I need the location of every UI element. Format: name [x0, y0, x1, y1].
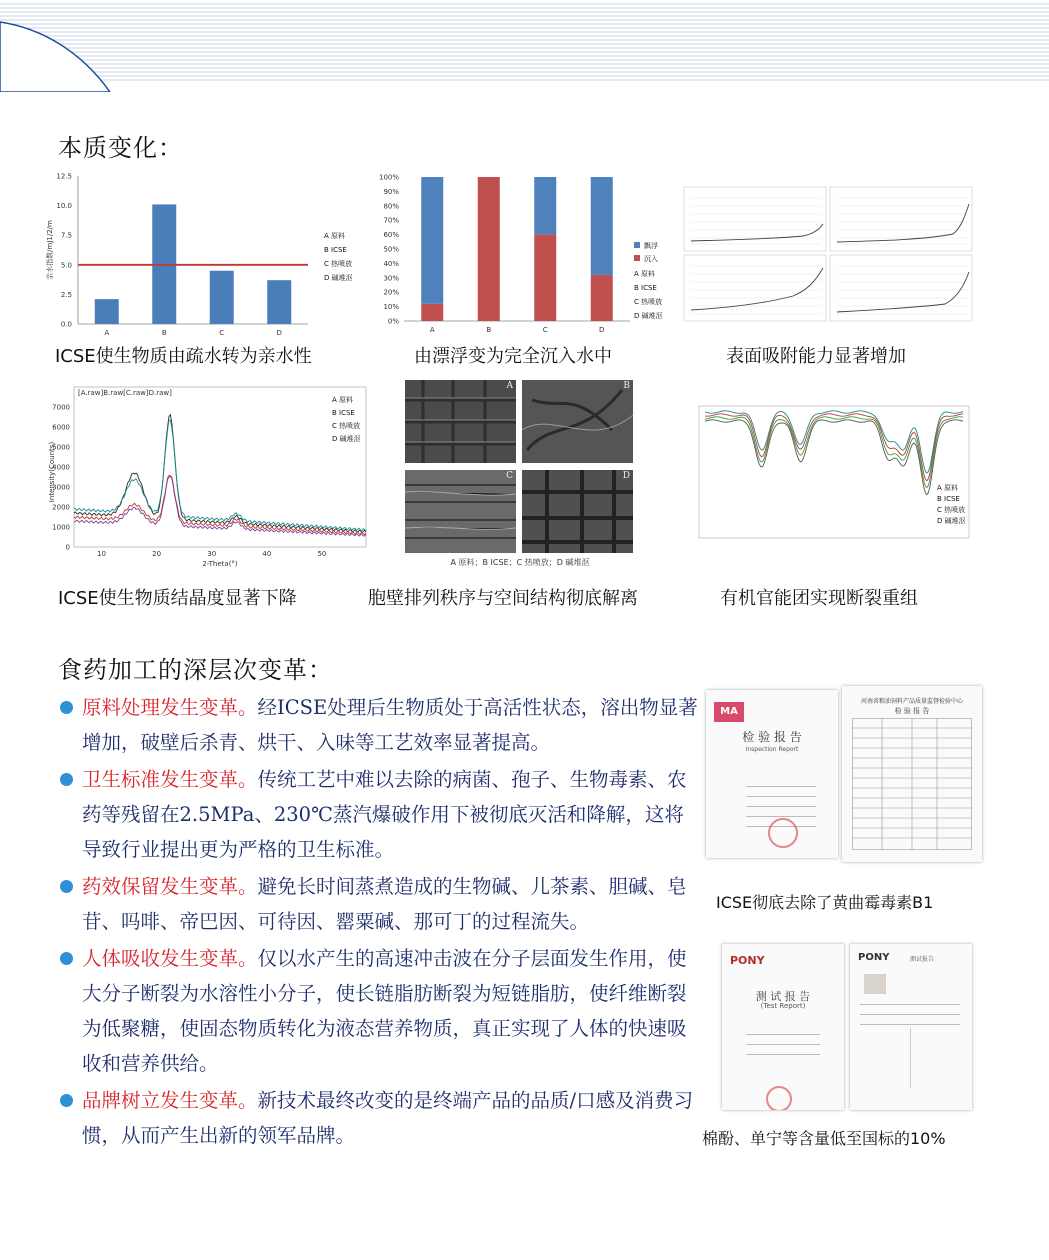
bullet-head: 卫生标准发生变革。: [82, 768, 258, 791]
sem-label-c: C: [506, 471, 513, 481]
legend-note: D 碱堆沤: [634, 312, 663, 320]
sem-label-a: A: [506, 381, 513, 391]
bar-segment: [591, 177, 613, 275]
report1-right-title: 检 验 报 告: [894, 707, 930, 715]
bullet-body: 传统工艺中难以去除的病菌、孢子、生物毒素、农药等残留在2.5MPa、230℃蒸汽爆破作用下被彻底灭活和降解，这将导致行业提出更为严格的卫生标准。: [82, 768, 687, 861]
y-tick-label: 60%: [383, 231, 399, 240]
bullet-item: [58, 941, 698, 1081]
bullet-dot-icon: [60, 952, 73, 965]
xrd-series-B: [74, 475, 366, 534]
y-tick-label: 50%: [383, 245, 399, 254]
chart-header: [A.raw]B.raw[C.raw]D.raw]: [78, 389, 172, 397]
y-tick-label: 3000: [52, 483, 70, 492]
inspection-report-table: [842, 686, 982, 862]
x-tick-label: C: [219, 329, 225, 337]
bullet-body: 经ICSE处理后生物质处于高活性状态，溶出物显著增加，破壁后杀青、烘干、入味等工艺效率显著提高。: [82, 696, 698, 754]
bullet-dot-icon: [60, 701, 73, 714]
legend-entry: A 原料: [324, 232, 346, 240]
bullet-body: 避免长时间蒸煮造成的生物碱、儿茶素、胆碱、皂苷、吗啡、帝巴因、可待因、罂粟碱、那可丁的过程流失。: [82, 875, 687, 933]
bullet-item: [58, 1083, 698, 1153]
legend-entry: C 热喷放: [324, 260, 353, 268]
bar-segment: [478, 177, 500, 321]
y-tick-label: 10%: [383, 303, 399, 312]
sem-label-b: B: [623, 381, 630, 391]
x-tick-label: B: [486, 326, 492, 334]
sem-panel-a: [405, 380, 516, 463]
y-tick-label: 10.0: [56, 202, 72, 211]
sem-micrograph-grid: [405, 380, 635, 570]
bar-segment: [421, 177, 443, 304]
report1-right-heading: 河南省粮油饲料产品质量监督检验中心: [860, 698, 963, 705]
y-tick-label: 2.5: [60, 290, 72, 299]
x-tick-label: 40: [262, 550, 272, 558]
bullet-head: 品牌树立发生变革。: [82, 1089, 258, 1112]
legend-entry: B ICSE: [937, 495, 960, 503]
caption-cell-wall: 胞壁排列秩序与空间结构彻底解离: [368, 588, 638, 609]
y-tick-label: 12.5: [56, 172, 72, 181]
x-tick-label: 50: [317, 550, 327, 558]
y-tick-label: 0.0: [60, 320, 72, 329]
x-tick-label: D: [599, 326, 605, 334]
legend-note: C 热喷放: [634, 298, 663, 306]
legend-note: A 原料: [634, 270, 656, 278]
legend-entry: A 原料: [332, 396, 354, 404]
bullet-head: 人体吸收发生变革。: [82, 947, 258, 970]
bullet-item: [58, 762, 698, 867]
y-tick-label: 40%: [383, 259, 399, 268]
report1-subtitle: Inspection Report: [745, 746, 799, 753]
y-axis-label: 亲水指数/mJ1/2/m: [46, 220, 54, 280]
legend-entry: D 碱堆沤: [324, 274, 353, 282]
bar: [210, 271, 234, 324]
deep-section-title: 食药加工的深层次变革：: [58, 656, 333, 684]
bar-segment: [421, 304, 443, 321]
caption-float-sink: 由漂浮变为完全沉入水中: [414, 346, 612, 367]
sem-panel-d: [522, 470, 633, 553]
bar-segment: [534, 177, 556, 235]
legend-swatch: [634, 242, 640, 248]
x-tick-label: 30: [207, 550, 217, 558]
reform-bullet-list: [58, 690, 698, 1155]
sem-label-d: D: [622, 471, 630, 481]
bar: [267, 280, 291, 324]
bar-segment: [591, 275, 613, 321]
y-tick-label: 90%: [383, 187, 399, 196]
report-table-grid: [852, 718, 972, 850]
x-tick-label: D: [276, 329, 282, 337]
bullet-item: [58, 869, 698, 939]
bullet-body: 新技术最终改变的是终端产品的品质/口感及消费习惯，从而产生出新的领军品牌。: [82, 1089, 694, 1147]
adsorption-isotherm-plots: [683, 186, 973, 322]
legend-entry: A 原料: [937, 484, 959, 492]
float-sink-chart: [370, 168, 680, 340]
header-stripes: [0, 0, 1049, 92]
sem-caption-note: A 原料；B ICSE；C 热喷放；D 碱堆沤: [450, 558, 590, 567]
legend-entry: C 热喷放: [332, 422, 361, 430]
y-tick-label: 100%: [378, 173, 399, 182]
bullet-head: 原料处理发生变革。: [82, 696, 258, 719]
report2-right-title: 测试报告: [910, 956, 935, 963]
y-tick-label: 7000: [52, 403, 70, 412]
y-tick-label: 2000: [52, 503, 70, 512]
legend-note: B ICSE: [634, 284, 657, 292]
report1-title: 检 验 报 告: [742, 730, 802, 744]
caption-functional-groups: 有机官能团实现断裂重组: [720, 588, 918, 609]
intrinsic-section-title: 本质变化：: [58, 134, 183, 162]
sem-panel-c: [405, 470, 516, 553]
y-tick-label: 0: [65, 543, 70, 552]
y-tick-label: 7.5: [60, 231, 72, 240]
y-tick-label: 20%: [383, 288, 399, 297]
bullet-dot-icon: [60, 773, 73, 786]
x-tick-label: 10: [97, 550, 107, 558]
sample-photo: [864, 974, 886, 994]
bullet-dot-icon: [60, 1094, 73, 1107]
y-tick-label: 80%: [383, 202, 399, 211]
legend-swatch: [634, 255, 640, 261]
xrd-crystallinity-chart: [48, 384, 373, 569]
x-axis-label: 2-Theta(°): [202, 560, 238, 568]
y-tick-label: 5.0: [60, 261, 72, 270]
bullet-item: [58, 690, 698, 760]
legend-entry: B ICSE: [332, 409, 355, 417]
x-tick-label: A: [429, 326, 435, 334]
y-tick-label: 30%: [383, 274, 399, 283]
y-axis-label: Intensity(Counts): [48, 441, 56, 503]
legend-entry: D 碱堆沤: [937, 517, 966, 525]
legend-entry: D 碱堆沤: [332, 435, 361, 443]
hydrophilic-index-chart: [40, 168, 370, 340]
legend-entry: 飘浮: [644, 242, 658, 250]
report2-title: 测 试 报 告: [755, 990, 811, 1003]
caption-adsorption: 表面吸附能力显著增加: [726, 346, 906, 367]
x-tick-label: B: [161, 329, 167, 337]
bar-segment: [534, 235, 556, 321]
caption-gossypol: 棉酚、单宁等含量低至国标的10%: [702, 1129, 946, 1148]
legend-entry: 沉入: [644, 255, 658, 263]
caption-hydrophilic: ICSE使生物质由疏水转为亲水性: [55, 346, 312, 367]
x-tick-label: A: [104, 329, 110, 337]
y-tick-label: 4000: [52, 463, 70, 472]
ma-badge: MA: [714, 702, 744, 722]
sem-panel-b: [522, 380, 633, 463]
bullet-head: 药效保留发生变革。: [82, 875, 258, 898]
y-tick-label: 1000: [52, 523, 70, 532]
y-tick-label: 5000: [52, 443, 70, 452]
xrd-series-C: [74, 420, 366, 531]
y-tick-label: 0%: [387, 317, 399, 326]
bar: [95, 299, 119, 324]
report2-subtitle: (Test Report): [760, 1002, 806, 1010]
legend-entry: B ICSE: [324, 246, 347, 254]
caption-crystallinity: ICSE使生物质结晶度显著下降: [58, 588, 297, 609]
red-stamp: [766, 1086, 792, 1110]
red-stamp: [768, 818, 798, 848]
inspection-report-cover: [706, 690, 838, 858]
y-tick-label: 70%: [383, 216, 399, 225]
ftir-spectrum-chart: [685, 404, 972, 544]
pony-logo-small: PONY: [858, 952, 890, 963]
pony-logo: PONY: [730, 954, 765, 967]
y-tick-label: 6000: [52, 423, 70, 432]
caption-aflatoxin: ICSE彻底去除了黄曲霉毒素B1: [716, 893, 934, 912]
test-report-cover: [722, 944, 844, 1110]
test-report-page: [850, 944, 972, 1110]
legend-entry: C 热喷放: [937, 506, 966, 514]
x-tick-label: 20: [152, 550, 162, 558]
bullet-body: 仅以水产生的高速冲击波在分子层面发生作用，使大分子断裂为水溶性小分子，使长链脂肪断裂为短链脂肪，使纤维断裂为低聚糖，使固态物质转化为液态营养物质，真正实现了人体的快速吸收和营养供给。: [82, 947, 687, 1075]
bullet-dot-icon: [60, 880, 73, 893]
xrd-series-A: [74, 415, 366, 533]
x-tick-label: C: [542, 326, 548, 334]
